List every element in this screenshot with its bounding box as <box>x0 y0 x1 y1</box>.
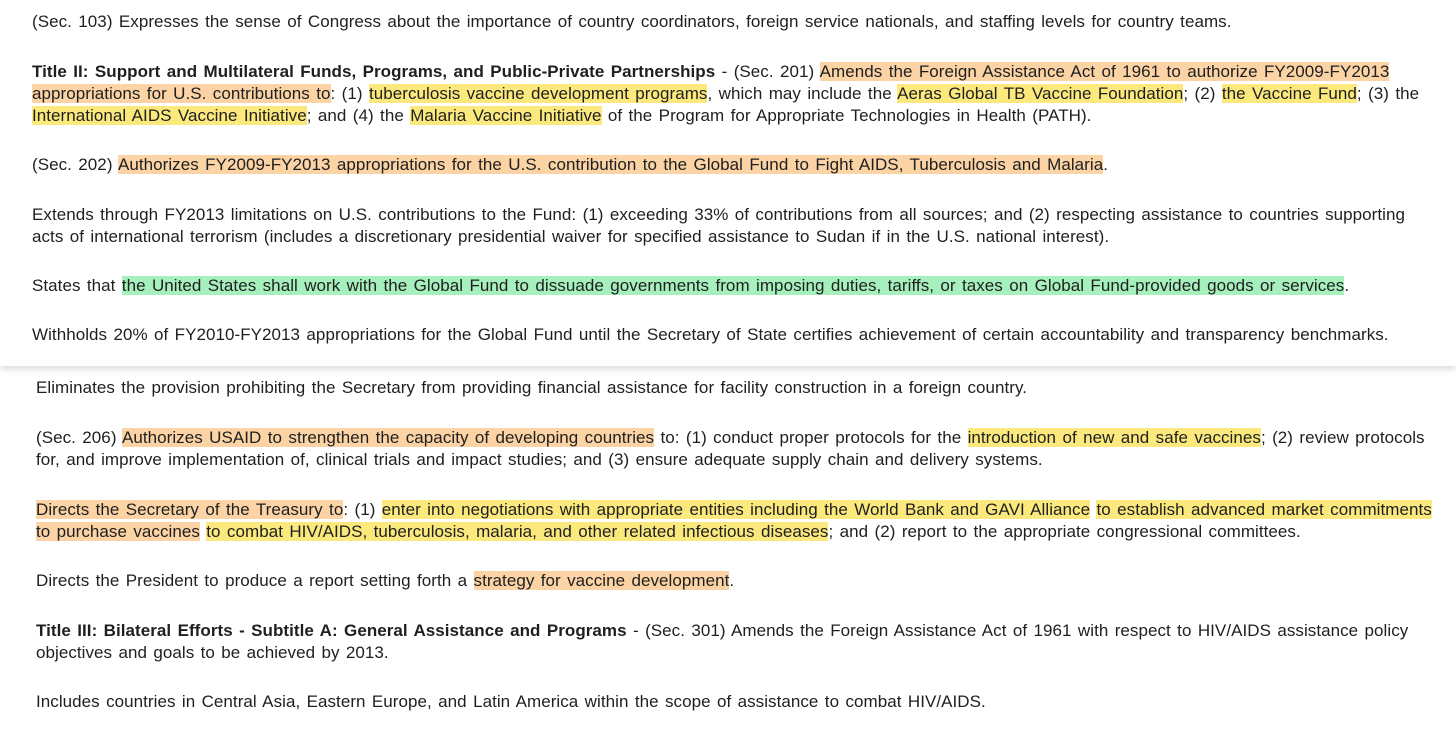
text-segment: - (Sec. 301) Amends the Foreign Assistance Act of 1961 with respect to HIV/AIDS assistance policy objectives and goals to be achieved by 2013. <box>36 621 1409 662</box>
title-2-heading: Title II: Support and Multilateral Funds, Programs, and Public-Private Partnerships <box>32 62 716 81</box>
highlight-orange: Directs the Secretary of the Treasury to <box>36 500 344 519</box>
text-segment: . <box>1103 155 1109 174</box>
highlight-yellow: to combat HIV/AIDS, tuberculosis, malaria, and other related infectious diseases <box>206 522 829 541</box>
withholds-paragraph: Withholds 20% of FY2010-FY2013 appropriations for the Global Fund until the Secretary of State certifies achievement of certain accountability and transparency benchmarks. <box>32 325 1389 344</box>
highlight-orange: Amends the Foreign Assistance Act of 1961 to authorize FY2009-FY2013 appropriations for U.S. contributions to <box>32 62 1390 103</box>
sec-103-paragraph: (Sec. 103) Expresses the sense of Congress about the importance of country coordinators, foreign service nationals, and staffing levels for country teams. <box>32 12 1232 31</box>
text-segment: . <box>1344 276 1350 295</box>
text-segment: Directs the President to produce a report setting forth a <box>36 571 474 590</box>
text-segment: (Sec. 202) <box>32 155 118 174</box>
states-paragraph <box>32 275 1424 297</box>
highlight-yellow: the Vaccine Fund <box>1221 84 1357 103</box>
text-segment: States that <box>32 276 122 295</box>
highlight-orange: Authorizes FY2009-FY2013 appropriations for the U.S. contribution to the Global Fund to Fight AIDS, Tuberculosis and Malaria <box>117 155 1104 174</box>
highlight-green: the United States shall work with the Global Fund to dissuade governments from imposing duties, tariffs, or taxes on Global Fund-provided goods or services <box>121 276 1345 295</box>
sec-206-paragraph <box>36 427 1446 471</box>
text-segment: : (1) <box>343 500 382 519</box>
text-segment: : (1) <box>330 84 369 103</box>
sec-202-paragraph <box>32 154 1424 176</box>
text-segment: ; (2) review protocols for, and improve implementation of, clinical trials and impact studies; and (3) ensure adequate supply chain and delivery systems. <box>36 428 1425 469</box>
text-segment: ; (2) <box>1183 84 1222 103</box>
highlight-yellow: International AIDS Vaccine Initiative <box>32 106 307 125</box>
text-segment: to: (1) conduct proper protocols for the <box>654 428 968 447</box>
text-segment: of the Program for Appropriate Technologies in Health (PATH). <box>601 106 1092 125</box>
text-segment: - (Sec. 201) <box>715 62 820 81</box>
highlight-orange: strategy for vaccine development <box>473 571 730 590</box>
text-segment: (Sec. 206) <box>36 428 122 447</box>
text-segment: . <box>729 571 735 590</box>
highlight-yellow: enter into negotiations with appropriate entities including the World Bank and GAVI Alliance <box>381 500 1091 519</box>
highlight-yellow: Aeras Global TB Vaccine Foundation <box>897 84 1184 103</box>
includes-paragraph: Includes countries in Central Asia, Eastern Europe, and Latin America within the scope of assistance to combat HIV/AIDS. <box>36 692 986 711</box>
title-3-paragraph <box>36 620 1446 664</box>
title-3-heading: Title III: Bilateral Efforts - Subtitle A: General Assistance and Programs <box>36 621 627 640</box>
text-segment: , which may include the <box>707 84 898 103</box>
highlight-orange: Authorizes USAID to strengthen the capacity of developing countries <box>121 428 655 447</box>
highlight-yellow: tuberculosis vaccine development programs <box>368 84 708 103</box>
president-paragraph <box>36 570 1446 592</box>
highlight-orange: to purchase vaccines <box>36 522 200 541</box>
highlight-yellow: Malaria Vaccine Initiative <box>410 106 602 125</box>
title-2-paragraph <box>32 61 1424 127</box>
treasury-paragraph <box>36 499 1446 543</box>
text-segment: ; and (2) report to the appropriate congressional committees. <box>828 522 1301 541</box>
highlight-yellow: to establish advanced market commitments <box>1096 500 1432 519</box>
text-segment: ; and (4) the <box>306 106 411 125</box>
eliminates-paragraph: Eliminates the provision prohibiting the Secretary from providing financial assistance for facility construction in a foreign country. <box>36 378 1028 397</box>
highlight-yellow: introduction of new and safe vaccines <box>967 428 1261 447</box>
extends-paragraph: Extends through FY2013 limitations on U.S. contributions to the Fund: (1) exceeding 33% of contributions from all sources; and (2) respecting assistance to countries supporting acts of international terrorism (includes a discretionary presidential waiver for specified assistance to Sudan if in the U.S. national interest). <box>32 205 1405 246</box>
text-segment: ; (3) the <box>1356 84 1420 103</box>
summary-panel-bottom <box>0 366 1456 731</box>
